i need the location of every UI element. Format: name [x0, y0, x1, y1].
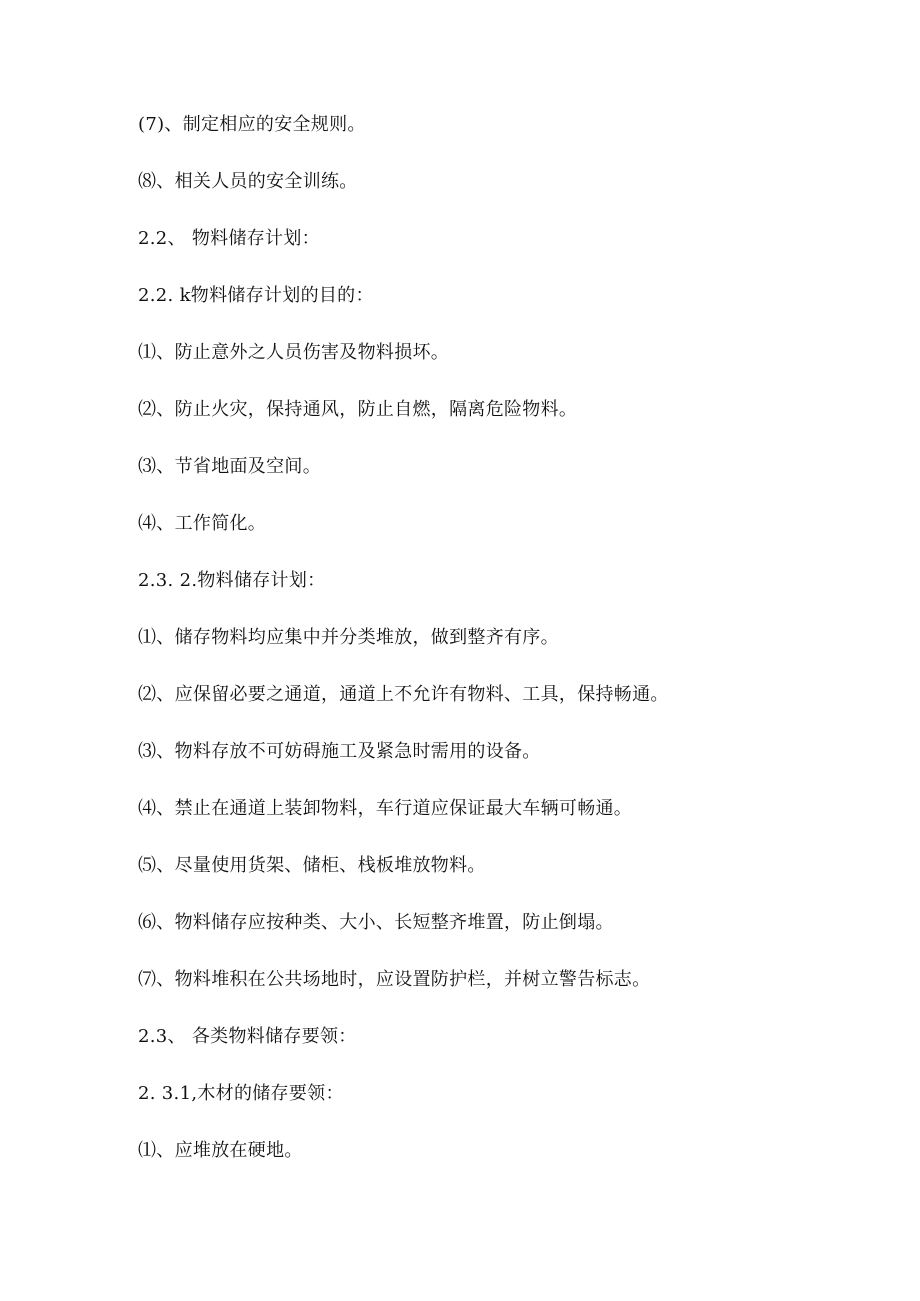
document-body	[138, 111, 878, 1194]
subsection-heading: 2.3. 2.物料储存计划：	[138, 570, 326, 591]
text-line: ⑷、禁止在通道上装卸物料，车行道应保证最大车辆可畅通。	[138, 798, 633, 819]
text-line: ⑶、节省地面及空间。	[138, 456, 321, 477]
text-line: ⑴、防止意外之人员伤害及物料损坏。	[138, 342, 450, 363]
subsection-heading: 2. 3.1,木材的储存要领：	[138, 1083, 344, 1104]
text-line: ⑺、物料堆积在公共场地时，应设置防护栏，并树立警告标志。	[138, 969, 651, 990]
text-line: ⑵、防止火灾，保持通风，防止自燃，隔离危险物料。	[138, 399, 578, 420]
section-heading: 2.3、 各类物料储存要领：	[138, 1026, 357, 1047]
section-heading: 2.2、 物料储存计划：	[138, 228, 320, 249]
subsection-heading: 2.2. k物料储存计划的目的：	[138, 285, 374, 306]
text-line: ⑹、物料储存应按种类、大小、长短整齐堆置，防止倒塌。	[138, 912, 614, 933]
text-line: ⑸、尽量使用货架、储柜、栈板堆放物料。	[138, 855, 486, 876]
text-line: ⑷、工作简化。	[138, 513, 267, 534]
text-line: (7)、制定相应的安全规则。	[138, 114, 366, 135]
text-line: ⑵、应保留必要之通道，通道上不允许有物料、工具，保持畅通。	[138, 684, 669, 705]
text-line: ⑴、应堆放在硬地。	[138, 1140, 303, 1161]
text-line: ⑴、储存物料均应集中并分类堆放，做到整齐有序。	[138, 627, 559, 648]
text-line: ⑶、物料存放不可妨碍施工及紧急时需用的设备。	[138, 741, 541, 762]
text-line: ⑻、相关人员的安全训练。	[138, 171, 358, 192]
